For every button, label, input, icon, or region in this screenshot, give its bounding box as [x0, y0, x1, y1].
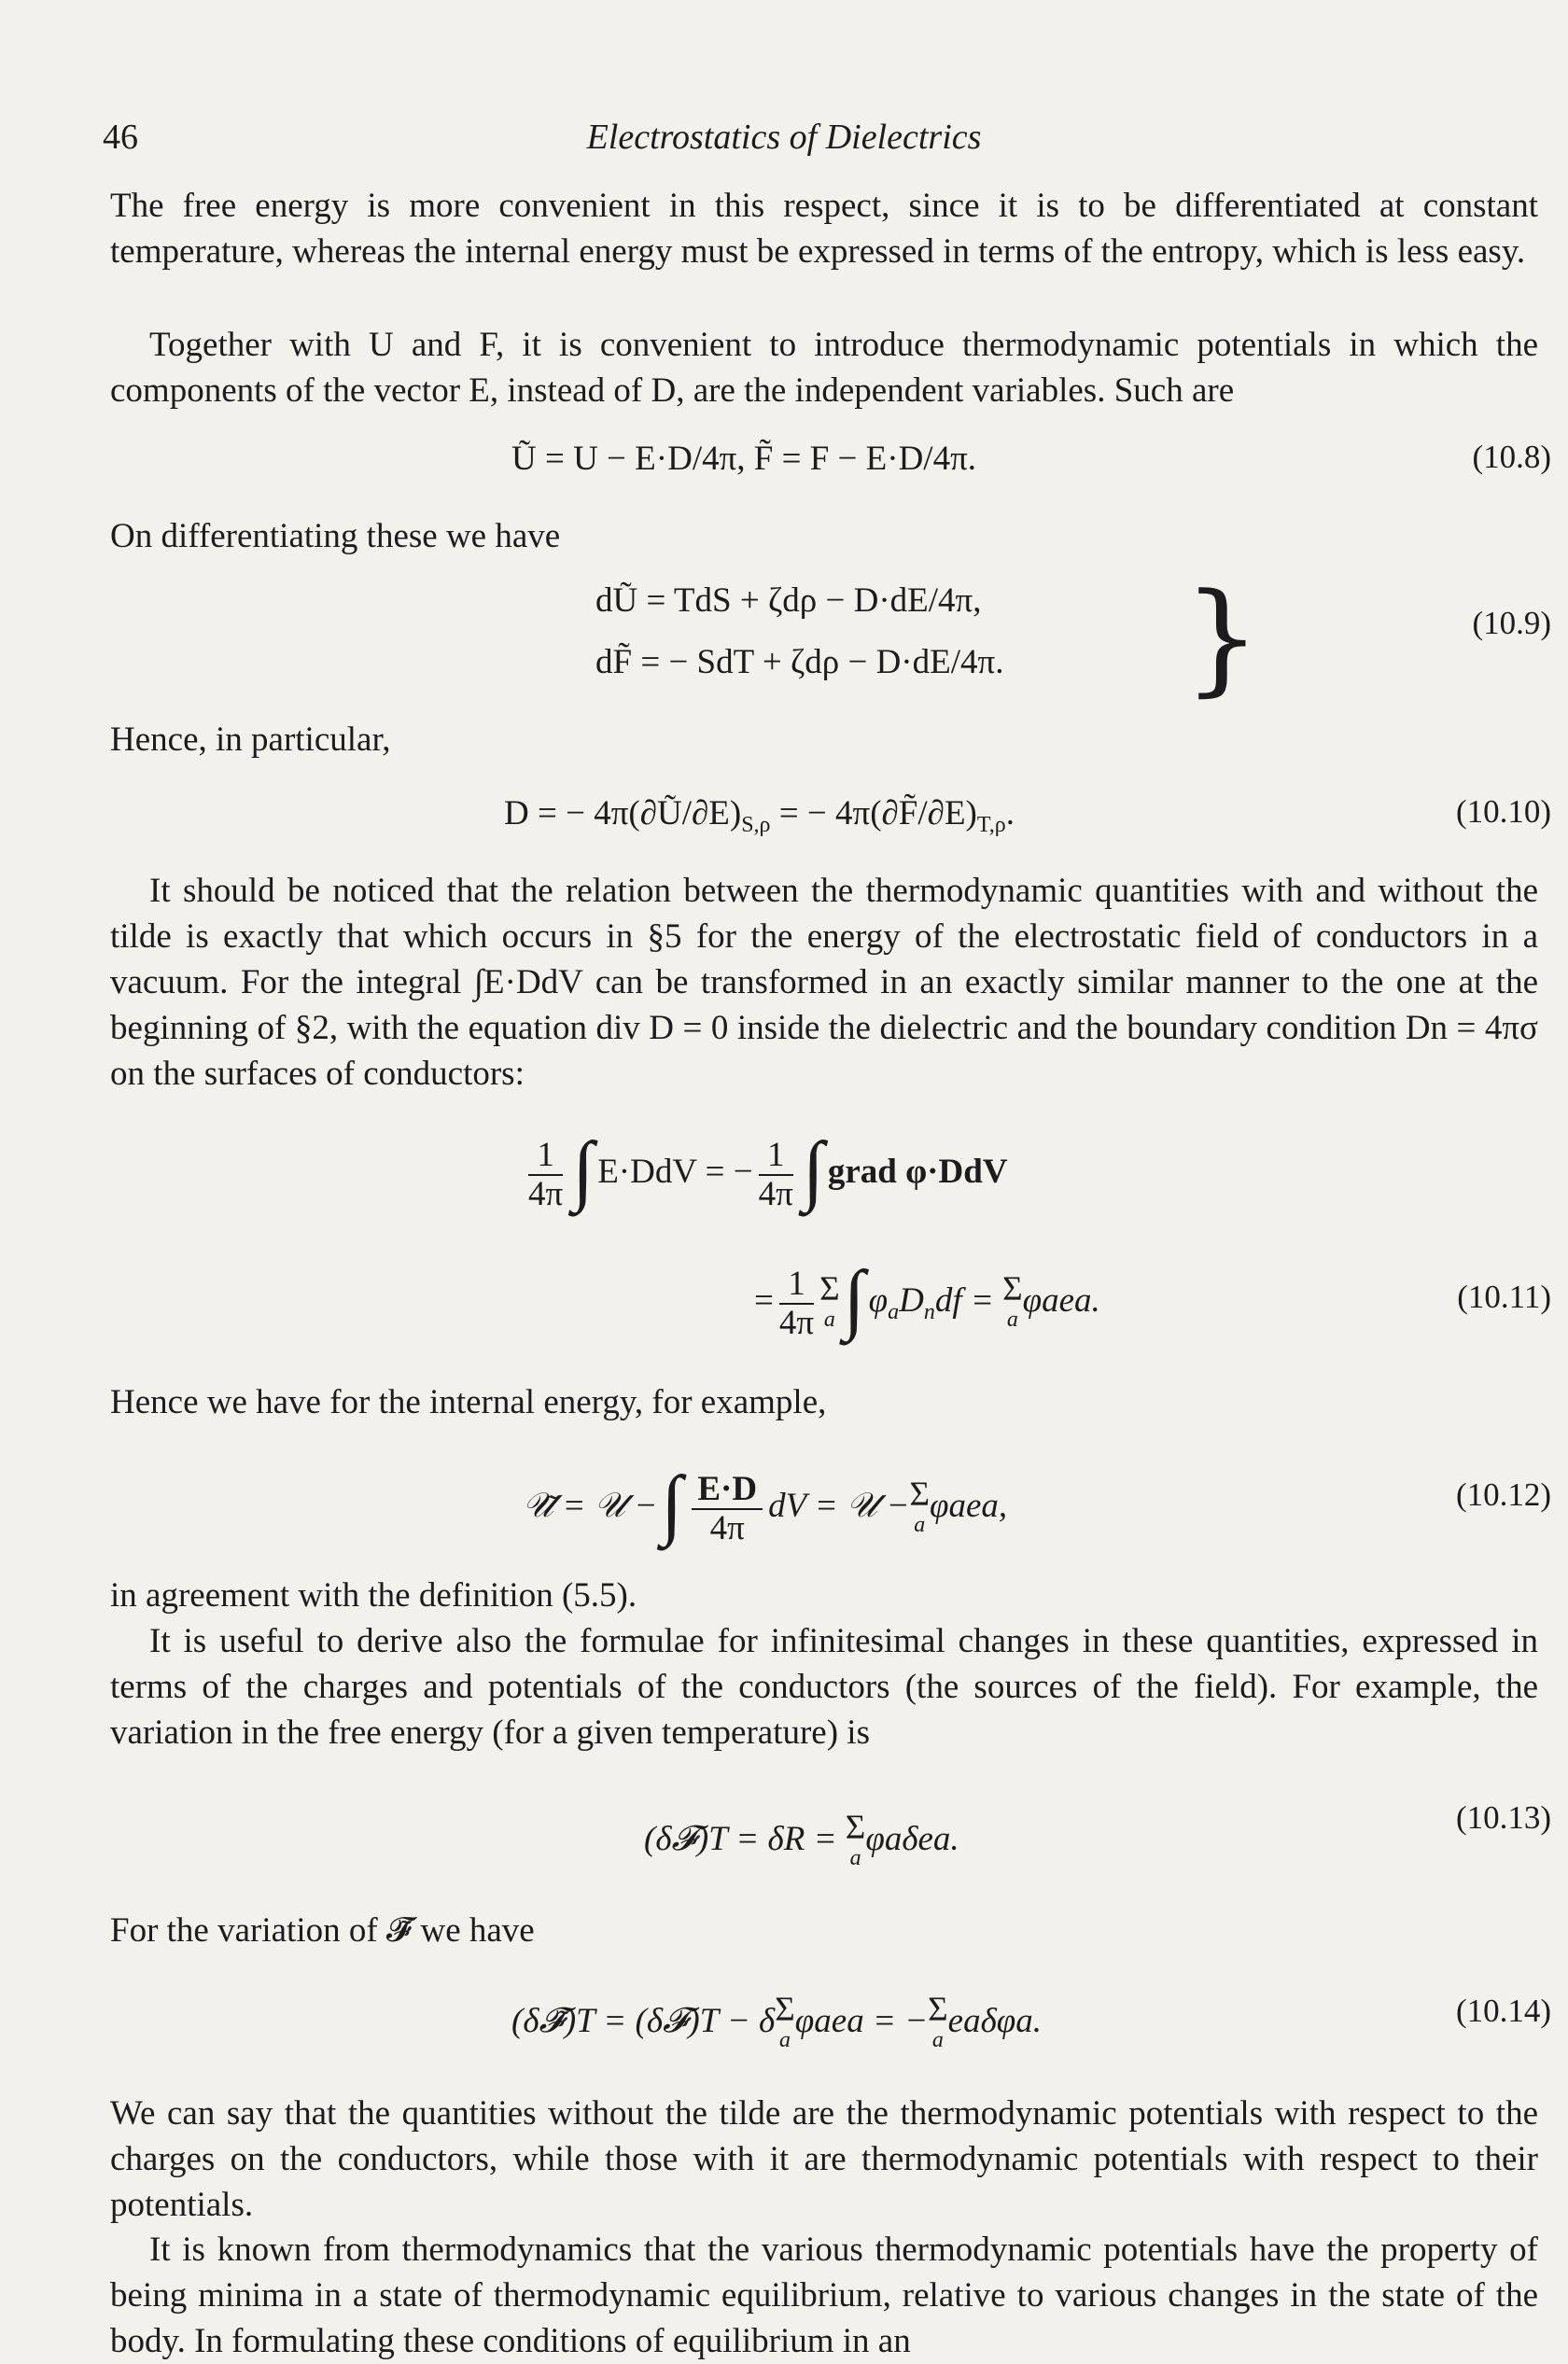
integral-sign: ∫	[661, 1461, 683, 1547]
paragraph-2: Together with U and F, it is convenient to introduce thermodynamic potentials in which the components of the vector E, instead of D, are the independent variables. Such are	[110, 326, 1538, 410]
running-title: Electrostatics of Dielectrics	[586, 118, 982, 157]
fraction-1-over-4pi: $\frac{1}{4\pi}$	[758, 1135, 793, 1213]
sum-symbol: Σ a	[845, 1809, 866, 1870]
equation-10-13: (δ𝓕)T = δR = Σ a φaδea.	[644, 1809, 959, 1870]
equation-number-10-11: (10.11)	[1457, 1279, 1551, 1315]
equation-10-12: 𝒰̃ = 𝒰 −∫ $\frac{E\cdot D}{4\pi}$ dV = 𝒰 − Σ a φaea,	[523, 1461, 1008, 1547]
right-brace: }	[1183, 567, 1261, 708]
equation-number-10-14: (10.14)	[1455, 1993, 1551, 2029]
page-header	[103, 117, 1465, 173]
page-number: 46	[103, 118, 138, 157]
equation-10-10	[504, 793, 1015, 838]
equation-10-10-end: .	[1005, 794, 1015, 832]
equation-number-10-9: (10.9)	[1472, 605, 1551, 641]
sum-symbol: Σ a	[928, 1991, 948, 2052]
equation-10-11a-lhs: E·DdV = −	[597, 1153, 753, 1191]
paragraph-4: Hence, in particular,	[110, 720, 391, 759]
integral-sign: ∫	[843, 1255, 865, 1342]
equation-10-11a-rhs: grad φ·DdV	[827, 1153, 1008, 1191]
fraction-1-over-4pi: $\frac{1}{4\pi}$	[778, 1264, 815, 1342]
equation-10-8: Ũ = U − E·D/4π, F̃ = F − E·D/4π.	[511, 440, 977, 478]
sum-symbol: Σ a	[1002, 1270, 1023, 1332]
equation-number-10-10: (10.10)	[1455, 793, 1551, 830]
equation-10-11a	[523, 1126, 1008, 1213]
fraction-1-over-4pi: $\frac{1}{4\pi}$	[528, 1135, 564, 1213]
sum-symbol: Σ a	[909, 1476, 931, 1537]
fraction-e-dot-d-over-4pi: $\frac{E\cdot D}{4\pi}$	[692, 1471, 763, 1547]
equation-10-10-sub2: T,ρ	[976, 813, 1006, 837]
integral-sign: ∫	[572, 1126, 595, 1213]
paragraph-7: in agreement with the definition (5.5).	[110, 1576, 637, 1615]
equation-10-14: (δ𝓕̃)T = (δ𝓕)T − δ Σ a φaea = − Σ a eaδφa.	[511, 1991, 1043, 2052]
integral-sign: ∫	[802, 1126, 824, 1213]
equation-number-10-13: (10.13)	[1455, 1799, 1551, 1836]
paragraph-1: The free energy is more convenient in this respect, since it is to be differentiated at constant temperature, whereas the internal energy must be expressed in terms of the entropy, which is less easy.	[110, 187, 1538, 271]
equation-10-10-lhs: D = − 4π(∂Ũ/∂E)	[504, 794, 742, 832]
paragraph-3: On differentiating these we have	[110, 517, 561, 555]
paragraph-11: It is known from thermodynamics that the various thermodynamic potentials have the property of being minima in a state of thermodynamic equilibrium, relative to various changes in the state of the body. In formulating these conditions of equilibrium in an	[110, 2231, 1538, 2360]
equation-10-10-sub1: S,ρ	[741, 813, 771, 837]
paragraph-8: It is useful to derive also the formulae for infinitesimal changes in these quantities, expressed in terms of the charges and potentials of the conductors (the sources of the field). For example, the variation in the free energy (for a given temperature) is	[110, 1622, 1538, 1752]
paragraph-6: Hence we have for the internal energy, for example,	[110, 1383, 827, 1421]
equation-number-10-8: (10.8)	[1472, 439, 1551, 475]
equation-10-11b: = $\frac{1}{4\pi}$ Σ a ∫ $\varphi_aD_ndf$ = Σ a φaea.	[754, 1255, 1100, 1342]
equation-10-9b: dF̃ = − SdT + ζdρ − D·dE/4π.	[595, 643, 1004, 681]
paragraph-10: We can say that the quantities without the tilde are the thermodynamic potentials with respect to the charges on the conductors, while those with it are thermodynamic potentials with respect to their potentials.	[110, 2094, 1538, 2224]
equation-number-10-12: (10.12)	[1455, 1476, 1551, 1513]
equation-10-10-mid: = − 4π(∂F̃/∂E)	[770, 794, 977, 832]
paragraph-5: It should be noticed that the relation between the thermodynamic quantities with and without the tilde is exactly that which occurs in §5 for the energy of the electrostatic field of conductors in a vacuum. For the integral ∫E·DdV can be transformed in an exactly similar manner to the one at the beginning of §2, with the equation div D = 0 inside the dielectric and the boundary condition Dn = 4πσ on the surfaces of conductors:	[110, 872, 1538, 1093]
paragraph-9: For the variation of 𝓕̃ we have	[110, 1911, 535, 1950]
sum-symbol: Σ a	[819, 1270, 840, 1332]
sum-symbol: Σ a	[775, 1991, 795, 2052]
equation-10-9a: dŨ = TdS + ζdρ − D·dE/4π,	[595, 581, 982, 620]
